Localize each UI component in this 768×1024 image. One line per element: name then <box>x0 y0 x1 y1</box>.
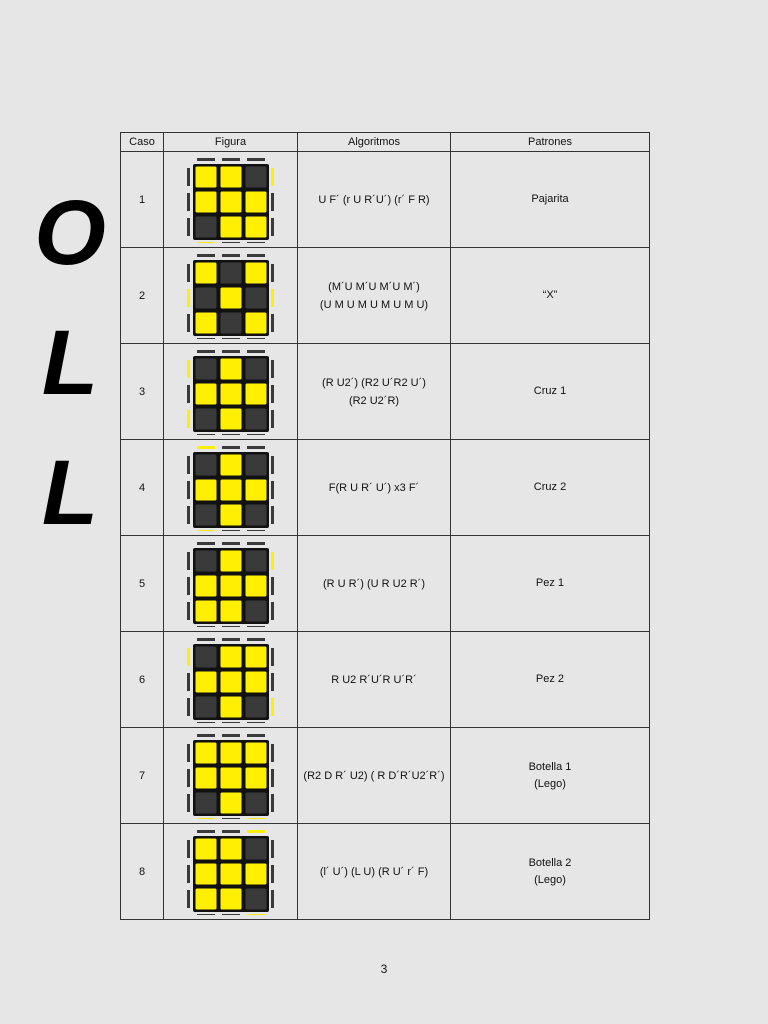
sticker-r2c2 <box>220 191 242 213</box>
side-sticker-top <box>197 734 215 737</box>
figura-cell <box>164 536 298 632</box>
sticker-r2c1 <box>195 671 217 693</box>
patron-line: Pez 2 <box>535 673 565 685</box>
sticker-r2c2 <box>220 287 242 309</box>
side-sticker-left <box>187 360 190 378</box>
side-sticker-top <box>247 734 265 737</box>
side-sticker-left <box>187 577 190 595</box>
patron-cell <box>451 824 650 920</box>
sticker-r3c3 <box>245 312 267 334</box>
sticker-r2c3 <box>245 863 267 885</box>
side-sticker-right <box>271 648 274 666</box>
sticker-r3c2 <box>220 888 242 910</box>
figura-cell <box>164 632 298 728</box>
side-sticker-left <box>187 506 190 524</box>
side-sticker-top <box>222 542 240 545</box>
sticker-r1c1 <box>195 358 217 380</box>
side-sticker-top <box>247 158 265 161</box>
side-sticker-top <box>247 830 265 833</box>
side-sticker-right <box>271 698 274 716</box>
sticker-r2c1 <box>195 287 217 309</box>
sticker-r2c3 <box>245 191 267 213</box>
side-sticker-right <box>271 865 274 883</box>
side-sticker-right <box>271 840 274 858</box>
header-figura: Figura <box>164 133 298 152</box>
sticker-r3c2 <box>220 696 242 718</box>
side-sticker-bottom <box>197 722 215 723</box>
sticker-r1c2 <box>220 262 242 284</box>
side-sticker-bottom <box>247 530 265 531</box>
side-sticker-top <box>197 446 215 449</box>
side-sticker-bottom <box>247 242 265 243</box>
patron-line: Pez 1 <box>535 577 565 589</box>
side-sticker-top <box>247 350 265 353</box>
page-number: 3 <box>380 962 388 976</box>
caso-cell: 6 <box>121 632 164 728</box>
side-sticker-right <box>271 506 274 524</box>
side-sticker-top <box>197 830 215 833</box>
side-sticker-left <box>187 456 190 474</box>
side-sticker-right <box>271 481 274 499</box>
side-sticker-bottom <box>222 722 240 723</box>
sticker-r3c3 <box>245 408 267 430</box>
algoritmo-cell <box>298 344 451 440</box>
cube-pattern-7 <box>186 733 276 819</box>
side-sticker-right <box>271 456 274 474</box>
sticker-r1c1 <box>195 454 217 476</box>
sticker-r3c2 <box>220 216 242 238</box>
side-sticker-right <box>271 314 274 332</box>
side-sticker-top <box>247 254 265 257</box>
patron-cell <box>451 248 650 344</box>
side-sticker-right <box>271 289 274 307</box>
side-sticker-top <box>197 158 215 161</box>
caso-cell: 8 <box>121 824 164 920</box>
side-sticker-right <box>271 673 274 691</box>
algoritmo-cell <box>298 248 451 344</box>
algoritmo-cell <box>298 632 451 728</box>
side-sticker-bottom <box>222 530 240 531</box>
side-sticker-bottom <box>247 338 265 339</box>
side-sticker-bottom <box>247 722 265 723</box>
side-sticker-bottom <box>222 914 240 915</box>
side-sticker-left <box>187 890 190 908</box>
side-sticker-left <box>187 193 190 211</box>
table-body <box>121 152 650 920</box>
side-title-letter-2: L <box>41 312 99 414</box>
header-patrones: Patrones <box>451 133 650 152</box>
sticker-r2c2 <box>220 863 242 885</box>
sticker-r2c1 <box>195 575 217 597</box>
cube-pattern-8 <box>186 829 276 915</box>
sticker-r3c2 <box>220 312 242 334</box>
caso-cell: 4 <box>121 440 164 536</box>
side-sticker-top <box>222 254 240 257</box>
sticker-r3c1 <box>195 504 217 526</box>
sticker-r1c3 <box>245 742 267 764</box>
table-header-row <box>121 133 650 152</box>
side-sticker-bottom <box>197 338 215 339</box>
sticker-r3c2 <box>220 504 242 526</box>
algoritmo-line: (R2 D R´ U2) ( R D´R´U2´R´) <box>303 769 445 782</box>
side-sticker-top <box>222 734 240 737</box>
patron-cell <box>451 728 650 824</box>
side-sticker-right <box>271 168 274 186</box>
sticker-r1c1 <box>195 838 217 860</box>
table-row <box>121 632 650 728</box>
sticker-r1c1 <box>195 262 217 284</box>
side-sticker-right <box>271 218 274 236</box>
side-sticker-left <box>187 218 190 236</box>
side-sticker-bottom <box>197 914 215 915</box>
side-sticker-top <box>197 542 215 545</box>
side-sticker-left <box>187 289 190 307</box>
side-sticker-right <box>271 577 274 595</box>
patron-cell <box>451 344 650 440</box>
figura-cell <box>164 248 298 344</box>
patron-cell <box>451 536 650 632</box>
patron-line: “X” <box>542 289 558 301</box>
sticker-r1c2 <box>220 742 242 764</box>
sticker-r2c1 <box>195 383 217 405</box>
header-caso: Caso <box>121 133 164 152</box>
side-sticker-left <box>187 481 190 499</box>
side-sticker-top <box>197 350 215 353</box>
sticker-r2c3 <box>245 575 267 597</box>
side-sticker-bottom <box>222 242 240 243</box>
table-row <box>121 440 650 536</box>
table-row <box>121 824 650 920</box>
side-sticker-right <box>271 193 274 211</box>
sticker-r1c1 <box>195 646 217 668</box>
sticker-r3c1 <box>195 888 217 910</box>
side-sticker-bottom <box>197 530 215 531</box>
sticker-r1c2 <box>220 550 242 572</box>
sticker-r2c1 <box>195 863 217 885</box>
figura-cell <box>164 824 298 920</box>
caso-cell: 2 <box>121 248 164 344</box>
sticker-r1c1 <box>195 166 217 188</box>
sticker-r1c3 <box>245 262 267 284</box>
side-sticker-left <box>187 865 190 883</box>
cube-pattern-5 <box>186 541 276 627</box>
caso-cell: 5 <box>121 536 164 632</box>
side-sticker-left <box>187 385 190 403</box>
side-sticker-bottom <box>222 434 240 435</box>
sticker-r1c3 <box>245 454 267 476</box>
figura-cell <box>164 440 298 536</box>
side-sticker-bottom <box>197 626 215 627</box>
sticker-r2c2 <box>220 767 242 789</box>
sticker-r3c1 <box>195 792 217 814</box>
side-sticker-top <box>222 350 240 353</box>
side-sticker-right <box>271 360 274 378</box>
side-sticker-left <box>187 602 190 620</box>
side-sticker-bottom <box>247 626 265 627</box>
sticker-r3c3 <box>245 696 267 718</box>
patron-line: (Lego) <box>534 777 566 790</box>
side-sticker-top <box>247 638 265 641</box>
sticker-r3c2 <box>220 600 242 622</box>
cube-pattern-1 <box>186 157 276 243</box>
side-sticker-left <box>187 744 190 762</box>
patron-line: Botella 2 <box>528 856 572 869</box>
sticker-r3c1 <box>195 312 217 334</box>
sticker-r2c3 <box>245 671 267 693</box>
side-sticker-bottom <box>197 434 215 435</box>
header-algoritmos: Algoritmos <box>298 133 451 152</box>
sticker-r1c2 <box>220 358 242 380</box>
side-sticker-right <box>271 552 274 570</box>
algoritmo-line: F(R U R´ U´) x3 F´ <box>328 481 420 494</box>
sticker-r2c1 <box>195 191 217 213</box>
sticker-r2c1 <box>195 767 217 789</box>
patron-line: (Lego) <box>534 873 566 886</box>
side-sticker-left <box>187 648 190 666</box>
figura-cell <box>164 152 298 248</box>
side-sticker-bottom <box>222 626 240 627</box>
oll-table <box>120 132 650 920</box>
side-sticker-bottom <box>197 818 215 819</box>
sticker-r3c1 <box>195 408 217 430</box>
side-title-letter-3: L <box>41 442 99 544</box>
side-title <box>30 168 110 558</box>
side-sticker-right <box>271 264 274 282</box>
caso-cell: 1 <box>121 152 164 248</box>
sticker-r2c3 <box>245 287 267 309</box>
sticker-r1c3 <box>245 550 267 572</box>
sticker-r2c3 <box>245 383 267 405</box>
sticker-r1c2 <box>220 646 242 668</box>
sticker-r1c2 <box>220 838 242 860</box>
side-sticker-left <box>187 673 190 691</box>
algoritmo-line: (M´U M´U M´U M´) <box>328 280 420 293</box>
side-sticker-left <box>187 769 190 787</box>
sticker-r1c3 <box>245 166 267 188</box>
sticker-r2c2 <box>220 479 242 501</box>
sticker-r3c2 <box>220 408 242 430</box>
patron-line: Botella 1 <box>528 760 572 773</box>
figura-cell <box>164 728 298 824</box>
sticker-r2c1 <box>195 479 217 501</box>
algoritmo-cell <box>298 728 451 824</box>
algoritmo-cell <box>298 536 451 632</box>
sticker-r1c2 <box>220 166 242 188</box>
side-sticker-right <box>271 385 274 403</box>
cube-pattern-3 <box>186 349 276 435</box>
side-title-letter-1: O <box>34 182 106 284</box>
side-sticker-top <box>247 542 265 545</box>
sticker-r3c1 <box>195 600 217 622</box>
side-sticker-left <box>187 698 190 716</box>
patron-cell <box>451 152 650 248</box>
table-row <box>121 728 650 824</box>
algoritmo-line: (U M U M U M U M U) <box>319 298 429 311</box>
side-sticker-top <box>197 254 215 257</box>
patron-cell <box>451 440 650 536</box>
sticker-r2c3 <box>245 767 267 789</box>
table-row <box>121 248 650 344</box>
sticker-r3c3 <box>245 216 267 238</box>
sticker-r2c2 <box>220 575 242 597</box>
sticker-r3c3 <box>245 504 267 526</box>
sticker-r3c1 <box>195 216 217 238</box>
patron-cell <box>451 632 650 728</box>
sticker-r2c2 <box>220 671 242 693</box>
sticker-r2c3 <box>245 479 267 501</box>
side-sticker-bottom <box>247 434 265 435</box>
patron-line: Cruz 1 <box>533 385 567 397</box>
caso-cell: 7 <box>121 728 164 824</box>
side-sticker-bottom <box>222 818 240 819</box>
sticker-r1c3 <box>245 838 267 860</box>
side-sticker-right <box>271 602 274 620</box>
side-sticker-left <box>187 314 190 332</box>
sticker-r3c3 <box>245 888 267 910</box>
caso-cell: 3 <box>121 344 164 440</box>
table-row <box>121 152 650 248</box>
algoritmo-line: (R U R´) (U R U2 R´) <box>322 577 426 590</box>
algoritmo-cell <box>298 824 451 920</box>
side-sticker-top <box>222 446 240 449</box>
algoritmo-line: (R2 U2´R) <box>348 394 400 407</box>
cube-pattern-6 <box>186 637 276 723</box>
sticker-r3c1 <box>195 696 217 718</box>
side-sticker-right <box>271 744 274 762</box>
algoritmo-line: R U2 R´U´R U´R´ <box>331 673 417 686</box>
side-sticker-top <box>222 830 240 833</box>
algoritmo-cell <box>298 152 451 248</box>
side-sticker-top <box>222 638 240 641</box>
algoritmo-line: U F´ (r U R´U´) (r´ F R) <box>318 193 430 206</box>
sticker-r3c3 <box>245 792 267 814</box>
side-sticker-right <box>271 769 274 787</box>
side-sticker-left <box>187 840 190 858</box>
sticker-r1c1 <box>195 550 217 572</box>
cube-pattern-2 <box>186 253 276 339</box>
side-sticker-bottom <box>197 242 215 243</box>
figura-cell <box>164 344 298 440</box>
table-row <box>121 344 650 440</box>
sticker-r3c3 <box>245 600 267 622</box>
patron-line: Cruz 2 <box>533 481 567 493</box>
side-sticker-right <box>271 890 274 908</box>
side-sticker-top <box>222 158 240 161</box>
sticker-r1c2 <box>220 454 242 476</box>
side-sticker-top <box>197 638 215 641</box>
side-sticker-left <box>187 168 190 186</box>
sticker-r3c2 <box>220 792 242 814</box>
side-sticker-left <box>187 264 190 282</box>
algoritmo-cell <box>298 440 451 536</box>
table-row <box>121 536 650 632</box>
algoritmo-line: (l´ U´) (L U) (R U´ r´ F) <box>319 865 429 878</box>
side-sticker-bottom <box>247 818 265 819</box>
side-sticker-left <box>187 410 190 428</box>
sticker-r1c1 <box>195 742 217 764</box>
side-sticker-left <box>187 552 190 570</box>
side-sticker-top <box>247 446 265 449</box>
side-sticker-bottom <box>247 914 265 915</box>
side-sticker-bottom <box>222 338 240 339</box>
side-sticker-left <box>187 794 190 812</box>
side-sticker-right <box>271 410 274 428</box>
sticker-r2c2 <box>220 383 242 405</box>
patron-line: Pajarita <box>531 193 569 205</box>
algoritmo-line: (R U2´) (R2 U´R2 U´) <box>322 376 426 389</box>
side-sticker-right <box>271 794 274 812</box>
sticker-r1c3 <box>245 358 267 380</box>
cube-pattern-4 <box>186 445 276 531</box>
sticker-r1c3 <box>245 646 267 668</box>
